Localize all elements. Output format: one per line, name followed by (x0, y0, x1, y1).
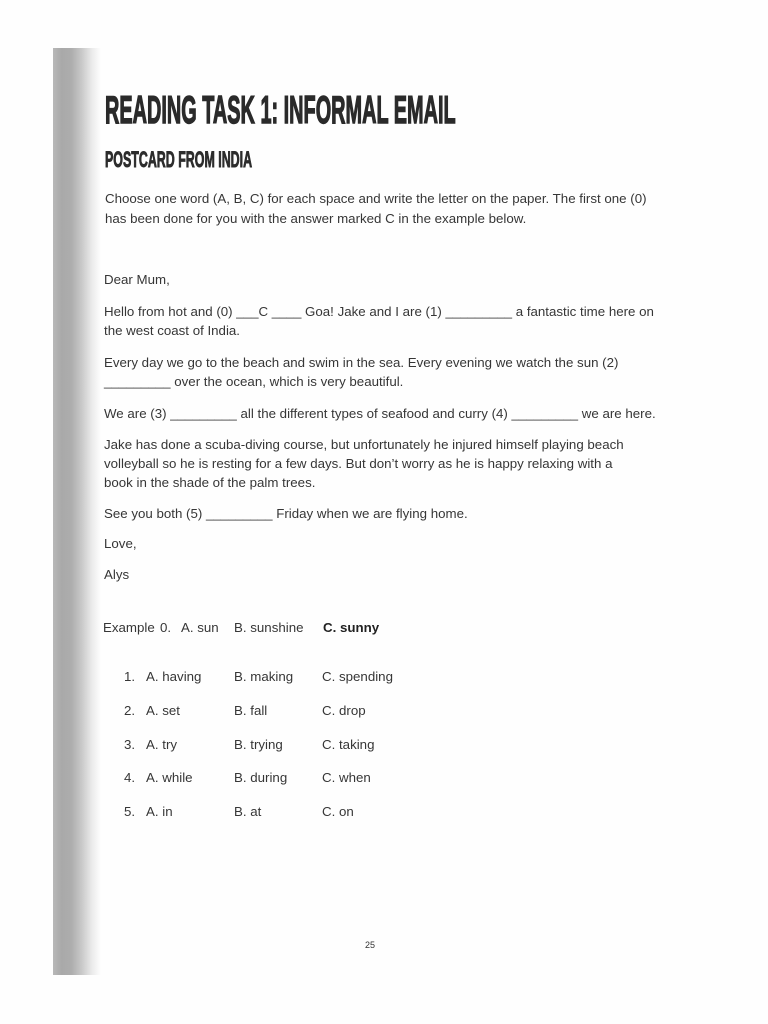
example-option-c: C. sunny (323, 620, 380, 635)
section-subtitle: POSTCARD FROM INDIA (105, 147, 253, 172)
instruction-line: has been done for you with the answer marked C in the example below. (105, 211, 527, 226)
option-b: B. during (234, 770, 288, 785)
option-c: C. spending (322, 669, 393, 684)
instructions (105, 189, 647, 229)
letter-line: We are (3) _________ all the different types of seafood and curry (4) _________ we are here. (104, 406, 656, 421)
letter-closing: Love, (104, 536, 137, 551)
letter-line: the west coast of India. (104, 323, 241, 338)
letter-paragraph (104, 354, 618, 391)
question-row (0, 802, 768, 821)
letter-paragraph (104, 302, 654, 340)
question-number: 2. (124, 703, 136, 718)
question-row (0, 667, 768, 686)
letter-line: book in the shade of the palm trees. (104, 475, 316, 490)
option-c: C. drop (322, 703, 366, 718)
option-b: B. at (234, 804, 262, 819)
question-row (0, 701, 768, 720)
option-a: A. set (146, 703, 180, 718)
option-b: B. making (234, 669, 294, 684)
scan-edge-shadow (53, 48, 101, 975)
option-a: A. having (146, 669, 202, 684)
letter-paragraph (104, 435, 624, 492)
letter-line: _________ over the ocean, which is very beautiful. (104, 373, 404, 389)
question-number: 3. (124, 737, 136, 752)
option-a: A. while (146, 770, 193, 785)
example-option-b: B. sunshine (234, 620, 304, 635)
question-number: 5. (124, 804, 136, 819)
letter-paragraph (104, 504, 468, 523)
letter-paragraph (104, 404, 656, 423)
question-number: 4. (124, 770, 136, 785)
option-c: C. on (322, 804, 354, 819)
letter-signature: Alys (104, 567, 130, 582)
page-number: 25 (365, 940, 376, 950)
question-row (0, 735, 768, 754)
option-a: A. in (146, 804, 173, 819)
option-c: C. taking (322, 737, 375, 752)
option-b: B. trying (234, 737, 283, 752)
letter-line: Hello from hot and (0) ___C ____ Goa! Jake and I are (1) _________ a fantastic time here on (104, 304, 654, 319)
example-row (0, 618, 768, 637)
question-number: 1. (124, 669, 136, 684)
letter-line: volleyball so he is resting for a few days. But don’t worry as he is happy relaxing with a (104, 456, 613, 471)
instruction-line: Choose one word (A, B, C) for each space and write the letter on the paper. The first one (0) (105, 191, 647, 206)
example-number: 0. (160, 620, 172, 635)
page-title: READING TASK 1: INFORMAL EMAIL (105, 89, 456, 132)
example-option-a: A. sun (181, 620, 219, 635)
letter-line: See you both (5) _________ Friday when we are flying home. (104, 506, 468, 521)
letter-greeting: Dear Mum, (104, 272, 170, 287)
example-label: Example (103, 620, 155, 635)
letter-line: Every day we go to the beach and swim in the sea. Every evening we watch the sun (2) (104, 355, 619, 370)
letter-line: Jake has done a scuba-diving course, but unfortunately he injured himself playing beach (104, 437, 624, 452)
option-a: A. try (146, 737, 178, 752)
option-c: C. when (322, 770, 371, 785)
question-row (0, 768, 768, 787)
option-b: B. fall (234, 703, 268, 718)
